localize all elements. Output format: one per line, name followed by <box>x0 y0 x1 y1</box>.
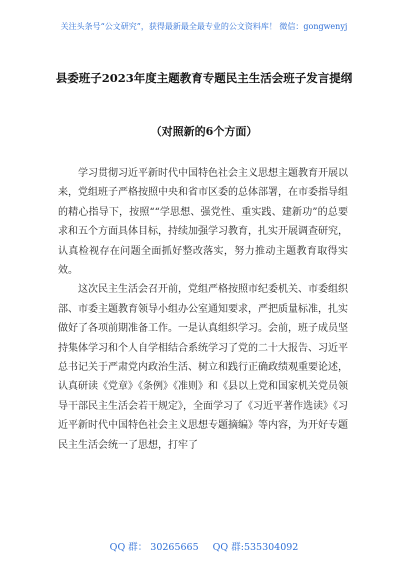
paragraph: 学习贯彻习近平新时代中国特色社会主义思想主题教育开展以来，党组班子严格按照中央和省市区委的总体部署，在市委指导组的精心指导下，按照““学思想、强党性、重实践、建新功”的总要求和五个方面具体目标，持续加强学习教育，扎实开展调查研究，认真检视存在问题全面抓好整改落实，努力推动主题教育取得实效。 <box>58 168 348 277</box>
footer-contact <box>0 539 408 553</box>
qq-group-2: QQ 群:535304092 <box>212 542 299 553</box>
qq-group-1: QQ 群： 30265665 <box>109 542 199 553</box>
promo-header: 关注头条号“公文研究”，获得最新最全最专业的公文资料库！ 微信：gongwenyj <box>60 22 348 31</box>
document-body <box>58 164 348 455</box>
document-subtitle: （对照新的6个方面） <box>150 125 258 138</box>
paragraph: 这次民主生活会召开前，党组严格按照市纪委机关、市委组织部、市委主题教育领导小组办公室通知要求，严把质量标准，扎实做好了各项前期准备工作。一是认真组织学习。会前，班子成员坚持集体学习和个人自学相结合系统学习了党的二十大报告、习近平总书记关于严肃党内政治生活、树立和践行正确政绩观重要论述，认真研读《党章》《条例》《准则》和《县以上党和国家机关党员领导干部民主生活会若干规定》，全面学习了《习近平著作选读》《习近平新时代中国特色社会主义思想专题摘编》等内容，为开好专题民主生活会统一了思想，打牢了 <box>58 284 348 451</box>
document-title: 县委班子2023年度主题教育专题民主生活会班子发言提纲 <box>55 71 353 85</box>
